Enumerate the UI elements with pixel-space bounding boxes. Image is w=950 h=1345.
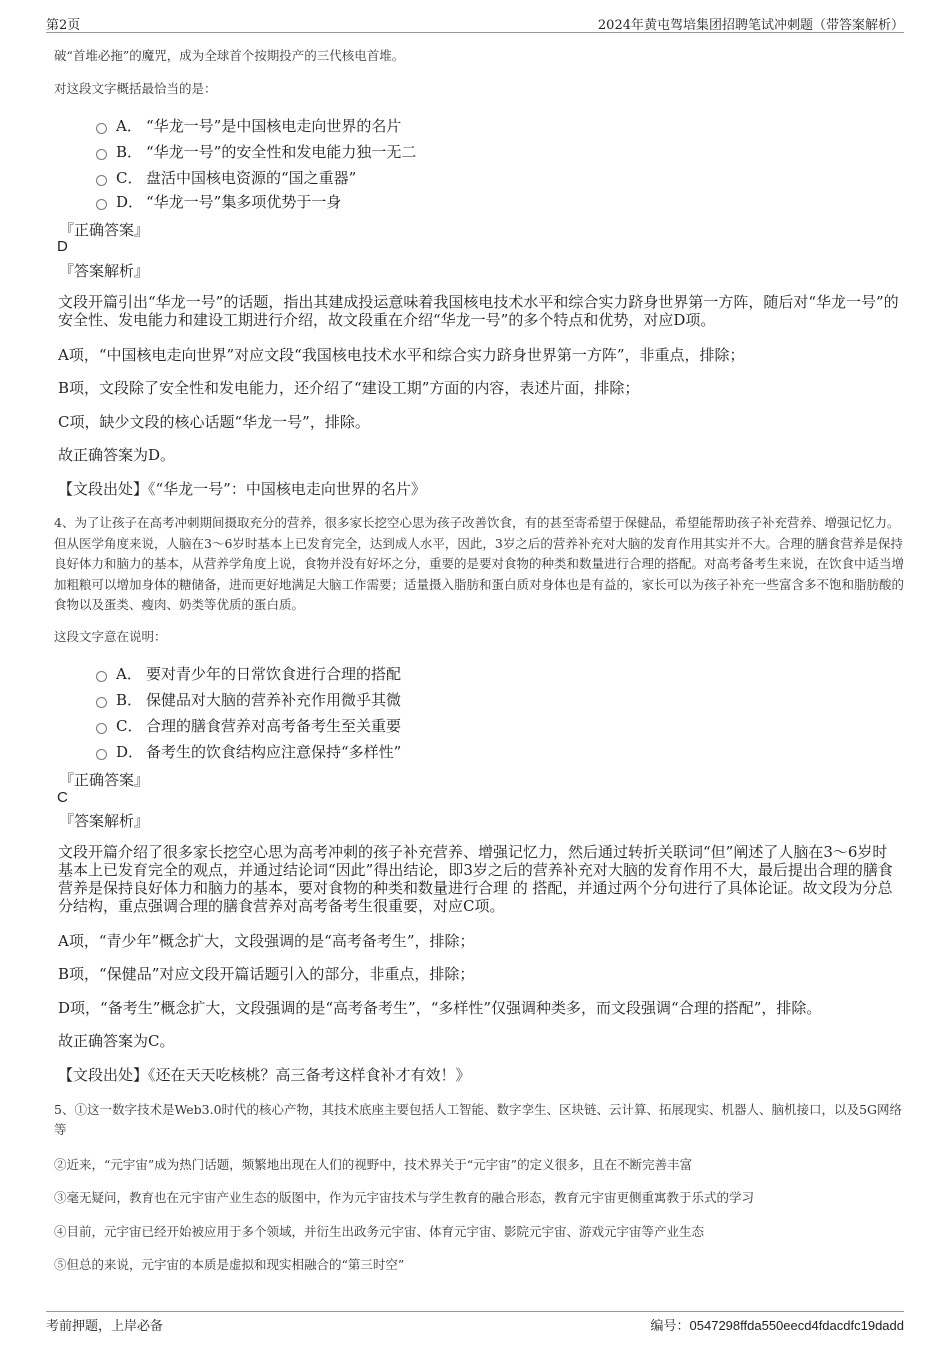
- q4-answer-label: 『正确答案』: [59, 771, 150, 789]
- radio-button[interactable]: [96, 199, 107, 210]
- q3-option-a[interactable]: A． “华龙一号”是中国核电走向世界的名片: [96, 115, 401, 136]
- radio-button[interactable]: [96, 671, 107, 682]
- q3-answer-label: 『正确答案』: [59, 221, 150, 239]
- q3-answer: D: [57, 238, 68, 255]
- q3-option-c[interactable]: C． 盘活中国核电资源的“国之重器”: [96, 167, 356, 188]
- q4-prompt: 这段文字意在说明：: [54, 629, 167, 644]
- document-id: 编号：0547298ffda550eecd4fdacdfc19dadd: [650, 1318, 904, 1333]
- q5-sentence-5: ⑤但总的来说，元宇宙的本质是虚拟和现实相融合的“第三时空”: [54, 1257, 405, 1272]
- option-text: 保健品对大脑的营养补充作用微乎其微: [146, 691, 402, 709]
- q5-sentence-1: 5、①这一数字技术是Web3.0时代的核心产物，其技术底座主要包括人工智能、数字孪生、区块链、云计算、拓展现实、机器人、脑机接口，以及5G网络等: [54, 1102, 903, 1137]
- radio-button[interactable]: [96, 723, 107, 734]
- page-header: [46, 12, 904, 33]
- q4-conclusion: 故正确答案为C。: [58, 1032, 175, 1050]
- option-text: 要对青少年的日常饮食进行合理的搭配: [146, 665, 402, 683]
- page-number: 第2页: [46, 18, 81, 33]
- q4-analysis-d: D项，“备考生”概念扩大，文段强调的是“高考备考生”，“多样性”仅强调种类多，而文段强调“合理的搭配”，排除。: [58, 999, 822, 1017]
- q4-option-b[interactable]: B． 保健品对大脑的营养补充作用微乎其微: [96, 689, 401, 710]
- q4-answer: C: [57, 789, 68, 806]
- q4-option-c[interactable]: C． 合理的膳食营养对高考备考生至关重要: [96, 715, 401, 736]
- option-text: “华龙一号”是中国核电走向世界的名片: [146, 117, 402, 135]
- radio-button[interactable]: [96, 149, 107, 160]
- q4-source: 【文段出处】《还在天天吃核桃？高三备考这样食补才有效！》: [58, 1066, 471, 1084]
- q3-option-d[interactable]: D． “华龙一号”集多项优势于一身: [96, 191, 341, 212]
- option-text: 备考生的饮食结构应注意保持“多样性”: [146, 743, 402, 761]
- q4-analysis-label: 『答案解析』: [59, 812, 150, 830]
- q3-passage-tail: 破“首堆必拖”的魔咒，成为全球首个按期投产的三代核电首堆。: [54, 48, 405, 63]
- q3-conclusion: 故正确答案为D。: [58, 446, 176, 464]
- q3-prompt: 对这段文字概括最恰当的是：: [54, 81, 217, 96]
- q3-option-b[interactable]: B． “华龙一号”的安全性和发电能力独一无二: [96, 141, 416, 162]
- footer-slogan: 考前押题，上岸必备: [46, 1319, 164, 1334]
- q3-analysis: 文段开篇引出“华龙一号”的话题，指出其建成投运意味着我国核电技术水平和综合实力跻身世界第一方阵，随后对“华龙一号”的安全性、发电能力和建设工期进行介绍，故文段重在介绍“华龙一号”的多个特点和优势，对应D项。: [58, 293, 899, 329]
- option-text: 盘活中国核电资源的“国之重器”: [146, 169, 357, 187]
- q3-source: 【文段出处】《“华龙一号”：中国核电走向世界的名片》: [58, 480, 426, 498]
- q4-option-d[interactable]: D． 备考生的饮食结构应注意保持“多样性”: [96, 741, 401, 762]
- option-text: “华龙一号”集多项优势于一身: [146, 193, 342, 211]
- option-text: 合理的膳食营养对高考备考生至关重要: [146, 717, 402, 735]
- radio-button[interactable]: [96, 175, 107, 186]
- radio-button[interactable]: [96, 697, 107, 708]
- q4-passage: 4、为了让孩子在高考冲刺期间摄取充分的营养，很多家长挖空心思为孩子改善饮食，有的甚至寄希望于保健品，希望能帮助孩子补充营养、增强记忆力。但从医学角度来说，人脑在3～6岁时基本上已发育完全，达到成人水平，因此，3岁之后的营养补充对大脑的发育作用其实并不大。合理的膳食营养是保持良好体力和脑力的基本，从营养学角度上说，食物并没有好坏之分，重要的是要对食物的种类和数量进行合理的搭配。对高考备考生来说，在饮食中适当增加粗粮可以增加身体的糖储备，进而更好地满足大脑工作需要；适量摄入脂肪和蛋白质对身体也是有益的，家长可以为孩子补充一些富含多不饱和脂肪酸的食物以及蛋类、瘦肉、奶类等优质的蛋白质。: [54, 515, 905, 612]
- q3-analysis-a: A项，“中国核电走向世界”对应文段“我国核电技术水平和综合实力跻身世界第一方阵”，非重点，排除；: [58, 346, 745, 364]
- q4-analysis-b: B项，“保健品”对应文段开篇话题引入的部分，非重点，排除；: [58, 965, 475, 983]
- q4-option-a[interactable]: A． 要对青少年的日常饮食进行合理的搭配: [96, 663, 401, 684]
- radio-button[interactable]: [96, 123, 107, 134]
- q3-analysis-label: 『答案解析』: [59, 262, 150, 280]
- page-footer: [46, 1311, 904, 1334]
- q5-sentence-2: ②近来，“元宇宙”成为热门话题，频繁地出现在人们的视野中，技术界关于“元宇宙”的定义很多，且在不断完善丰富: [54, 1157, 693, 1172]
- q4-analysis: 文段开篇介绍了很多家长挖空心思为高考冲刺的孩子补充营养、增强记忆力，然后通过转折关联词“但”阐述了人脑在3～6岁时基本上已发育完全的观点，并通过结论词“因此”得出结论，即3岁之后的营养补充对大脑的发育作用不大，最后提出合理的膳食营养是保持良好体力和脑力的基本，要对食物的种类和数量进行合理 的 搭配，并通过两个分句进行了具体论证。故文段为分总分结构，重点强调合理的膳食营养对高考备考生很重要，对应C项。: [58, 843, 893, 915]
- document-title: 2024年黄屯驾培集团招聘笔试冲刺题（带答案解析）: [597, 18, 904, 33]
- q5-sentence-4: ④目前，元宇宙已经开始被应用于多个领域，并衍生出政务元宇宙、体育元宇宙、影院元宇宙、游戏元宇宙等产业生态: [54, 1224, 705, 1239]
- option-text: “华龙一号”的安全性和发电能力独一无二: [146, 143, 417, 161]
- radio-button[interactable]: [96, 749, 107, 760]
- q4-analysis-a: A项，“青少年”概念扩大，文段强调的是“高考备考生”，排除；: [58, 932, 475, 950]
- q5-sentence-3: ③毫无疑问，教育也在元宇宙产业生态的版图中，作为元宇宙技术与学生教育的融合形态，教育元宇宙更侧重寓教于乐式的学习: [54, 1190, 755, 1205]
- q3-analysis-b: B项，文段除了安全性和发电能力，还介绍了“建设工期”方面的内容，表述片面，排除；: [58, 379, 640, 397]
- q3-analysis-c: C项，缺少文段的核心话题“华龙一号”，排除。: [58, 413, 370, 431]
